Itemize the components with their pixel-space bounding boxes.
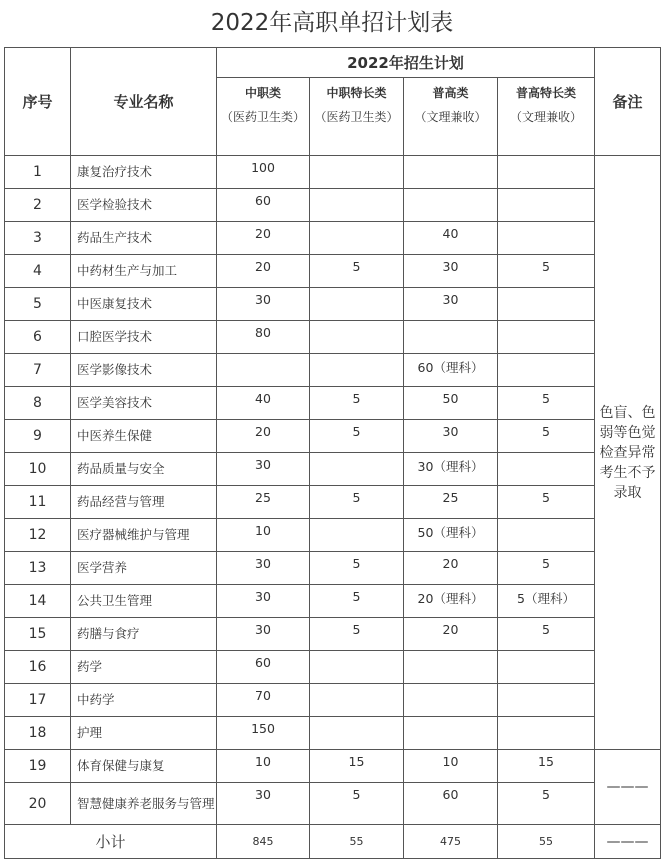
row-c1: 10: [217, 750, 310, 783]
row-c3: [404, 717, 498, 750]
header-col-name: 中职特长类: [326, 86, 387, 100]
row-c4: [498, 519, 595, 552]
header-col-3: [404, 78, 498, 156]
page-title: 2022年高职单招计划表: [210, 10, 454, 36]
row-c3: 60（理科）: [404, 354, 498, 387]
header-remark: 备注: [595, 48, 661, 156]
row-c2: 5: [310, 552, 404, 585]
table-row: [5, 585, 661, 618]
row-major: 药品经营与管理: [71, 486, 217, 519]
row-c4: [498, 156, 595, 189]
row-index: 12: [5, 519, 71, 552]
header-col-name: 普高特长类: [515, 86, 576, 100]
table-row: [5, 321, 661, 354]
row-index: 6: [5, 321, 71, 354]
row-index: 19: [5, 750, 71, 783]
row-major: 医学美容技术: [71, 387, 217, 420]
row-c1: 80: [217, 321, 310, 354]
row-c4: 5: [498, 420, 595, 453]
row-major: 医学检验技术: [71, 189, 217, 222]
row-c1: 40: [217, 387, 310, 420]
header-col-note: （文理兼收）: [414, 110, 487, 124]
row-c3: 20: [404, 618, 498, 651]
row-major: 医疗器械维护与管理: [71, 519, 217, 552]
row-c3: 20（理科）: [404, 585, 498, 618]
row-c3: [404, 156, 498, 189]
table-row: [5, 288, 661, 321]
header-col-note: （文理兼收）: [509, 110, 582, 124]
table-row: [5, 189, 661, 222]
row-index: 10: [5, 453, 71, 486]
row-c2: [310, 354, 404, 387]
row-major: 医学营养: [71, 552, 217, 585]
row-c3: 30: [404, 288, 498, 321]
row-c4: [498, 189, 595, 222]
row-c2: [310, 684, 404, 717]
row-c4: [498, 684, 595, 717]
row-c2: 5: [310, 585, 404, 618]
row-c1: 25: [217, 486, 310, 519]
row-c4: 5（理科）: [498, 585, 595, 618]
row-c1: 20: [217, 420, 310, 453]
row-c3: [404, 684, 498, 717]
row-c1: 30: [217, 288, 310, 321]
row-c3: [404, 651, 498, 684]
row-major: 药学: [71, 651, 217, 684]
row-c3: 20: [404, 552, 498, 585]
row-c3: 10: [404, 750, 498, 783]
row-c2: [310, 288, 404, 321]
table-row: [5, 255, 661, 288]
row-index: 8: [5, 387, 71, 420]
table-row: [5, 387, 661, 420]
row-c4: [498, 453, 595, 486]
enrollment-plan-table: [4, 47, 661, 859]
row-c1: 150: [217, 717, 310, 750]
header-col-note: （医药卫生类）: [314, 110, 399, 124]
row-c2: [310, 717, 404, 750]
row-c3: 25: [404, 486, 498, 519]
row-c2: [310, 651, 404, 684]
header-major: 专业名称: [71, 48, 217, 156]
row-index: 2: [5, 189, 71, 222]
row-index: 3: [5, 222, 71, 255]
header-col-name: 中职类: [244, 86, 281, 100]
row-c4: 5: [498, 255, 595, 288]
row-c2: [310, 519, 404, 552]
row-index: 13: [5, 552, 71, 585]
row-c4: [498, 321, 595, 354]
header-col-note: （医药卫生类）: [220, 110, 305, 124]
table-row: [5, 486, 661, 519]
row-c4: [498, 288, 595, 321]
table-row: [5, 750, 661, 783]
table-row: [5, 651, 661, 684]
row-c2: 5: [310, 783, 404, 825]
row-c3: 30（理科）: [404, 453, 498, 486]
row-c3: 30: [404, 255, 498, 288]
table-row: [5, 156, 661, 189]
header-row-top: [5, 48, 661, 78]
table-row: [5, 717, 661, 750]
header-plan: 2022年招生计划: [217, 48, 595, 78]
row-c1: 100: [217, 156, 310, 189]
total-remark: ———: [595, 825, 661, 859]
header-col-1: [217, 78, 310, 156]
table-row: [5, 222, 661, 255]
total-row: [5, 825, 661, 859]
row-c4: 15: [498, 750, 595, 783]
row-c3: 30: [404, 420, 498, 453]
row-c4: [498, 222, 595, 255]
row-c2: [310, 156, 404, 189]
row-major: 中药学: [71, 684, 217, 717]
total-c4: 55: [498, 825, 595, 859]
row-major: 康复治疗技术: [71, 156, 217, 189]
row-c3: 40: [404, 222, 498, 255]
row-index: 18: [5, 717, 71, 750]
row-index: 17: [5, 684, 71, 717]
row-index: 7: [5, 354, 71, 387]
row-c1: 30: [217, 453, 310, 486]
row-index: 9: [5, 420, 71, 453]
row-c4: [498, 354, 595, 387]
table-row: [5, 420, 661, 453]
row-c2: 5: [310, 486, 404, 519]
row-c1: 30: [217, 618, 310, 651]
row-c3: [404, 189, 498, 222]
row-major: 药品质量与安全: [71, 453, 217, 486]
row-major: 中医养生保健: [71, 420, 217, 453]
remark-dash: ———: [595, 750, 661, 825]
table-row: [5, 684, 661, 717]
row-c4: 5: [498, 618, 595, 651]
header-col-4: [498, 78, 595, 156]
row-c2: [310, 189, 404, 222]
row-c3: 50（理科）: [404, 519, 498, 552]
row-c4: 5: [498, 387, 595, 420]
row-c1: 30: [217, 552, 310, 585]
header-col-name: 普高类: [432, 86, 469, 100]
row-c4: 5: [498, 486, 595, 519]
row-c2: [310, 222, 404, 255]
row-c1: 20: [217, 255, 310, 288]
row-index: 1: [5, 156, 71, 189]
table-row: [5, 783, 661, 825]
row-c2: 5: [310, 387, 404, 420]
row-index: 16: [5, 651, 71, 684]
row-c3: 50: [404, 387, 498, 420]
row-c1: 10: [217, 519, 310, 552]
row-c1: 70: [217, 684, 310, 717]
row-c1: [217, 354, 310, 387]
total-c1: 845: [217, 825, 310, 859]
table-row: [5, 354, 661, 387]
row-c1: 60: [217, 651, 310, 684]
row-c4: [498, 651, 595, 684]
row-c2: 15: [310, 750, 404, 783]
row-c2: 5: [310, 420, 404, 453]
row-major: 医学影像技术: [71, 354, 217, 387]
row-c1: 30: [217, 783, 310, 825]
table-row: [5, 519, 661, 552]
header-index: 序号: [5, 48, 71, 156]
row-major: 智慧健康养老服务与管理: [71, 783, 217, 825]
row-index: 4: [5, 255, 71, 288]
table-row: [5, 453, 661, 486]
row-c4: 5: [498, 783, 595, 825]
row-c2: [310, 321, 404, 354]
row-major: 药品生产技术: [71, 222, 217, 255]
row-index: 15: [5, 618, 71, 651]
row-c4: [498, 717, 595, 750]
row-c1: 30: [217, 585, 310, 618]
total-label: 小计: [5, 825, 217, 859]
row-major: 中医康复技术: [71, 288, 217, 321]
row-c2: 5: [310, 255, 404, 288]
row-index: 20: [5, 783, 71, 825]
total-c3: 475: [404, 825, 498, 859]
remark-colorblind-note: 色盲、色弱等色觉检查异常考生不予录取: [595, 156, 661, 750]
table-row: [5, 552, 661, 585]
total-c2: 55: [310, 825, 404, 859]
row-c1: 60: [217, 189, 310, 222]
row-major: 护理: [71, 717, 217, 750]
row-major: 药膳与食疗: [71, 618, 217, 651]
table-row: [5, 618, 661, 651]
header-col-2: [310, 78, 404, 156]
row-c2: [310, 453, 404, 486]
row-c1: 20: [217, 222, 310, 255]
row-index: 11: [5, 486, 71, 519]
row-c2: 5: [310, 618, 404, 651]
row-c3: 60: [404, 783, 498, 825]
row-index: 14: [5, 585, 71, 618]
row-c4: 5: [498, 552, 595, 585]
row-major: 体育保健与康复: [71, 750, 217, 783]
row-c3: [404, 321, 498, 354]
row-index: 5: [5, 288, 71, 321]
row-major: 公共卫生管理: [71, 585, 217, 618]
row-major: 口腔医学技术: [71, 321, 217, 354]
row-major: 中药材生产与加工: [71, 255, 217, 288]
